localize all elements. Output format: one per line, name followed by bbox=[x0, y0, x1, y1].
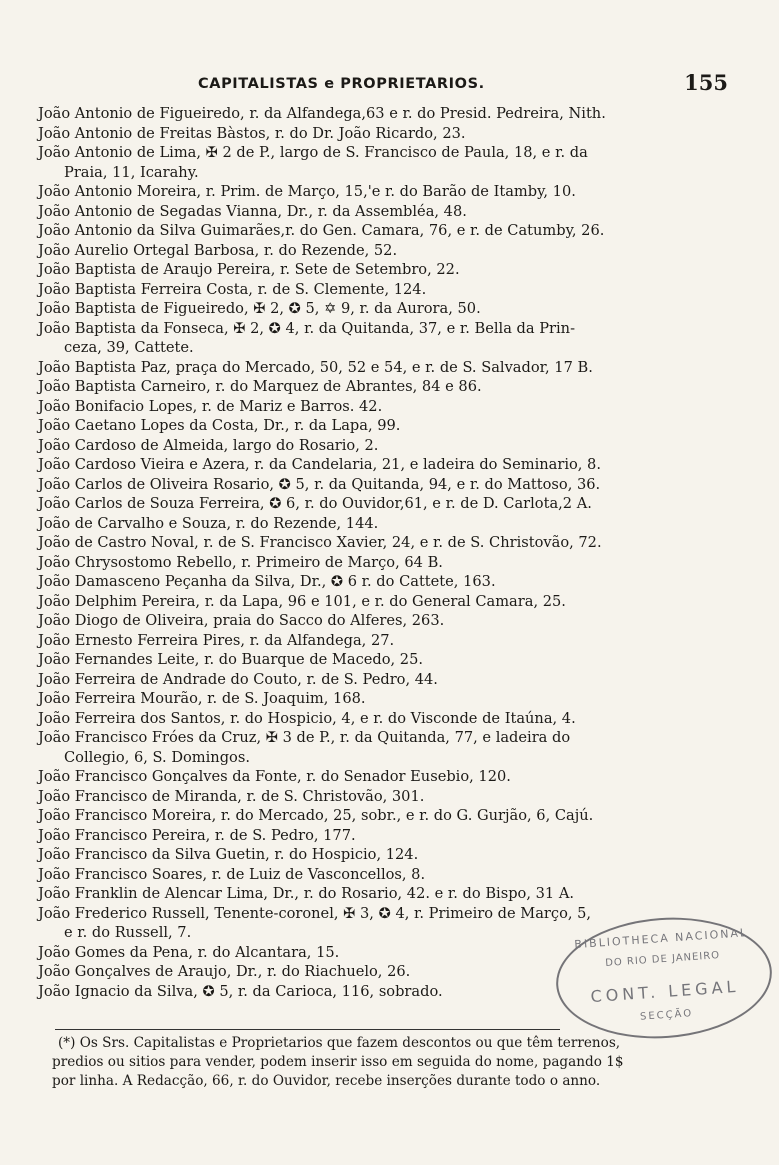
entry-line: João Baptista Carneiro, r. do Marquez de Abrantes, 84 e 86. bbox=[38, 378, 482, 395]
footnote-line: por linha. A Redacção, 66, r. do Ouvidor, recebe inserções durante todo o anno. bbox=[52, 1073, 601, 1089]
page-header bbox=[40, 70, 740, 100]
page-number: 155 bbox=[684, 70, 728, 95]
stamp-line: CONT. LEGAL bbox=[589, 976, 740, 1007]
entry-line: João Cardoso de Almeida, largo do Rosario, 2. bbox=[38, 436, 379, 454]
entry-line: João Damasceno Peçanha da Silva, Dr., ✪ 6 r. do Cattete, 163. bbox=[38, 573, 496, 590]
entry-line: João Cardoso Vieira e Azera, r. da Candelaria, 21, e ladeira do Seminario, 8. bbox=[38, 456, 601, 473]
directory-entry bbox=[38, 709, 690, 729]
entry-line: João Franklin de Alencar Lima, Dr., r. do Rosario, 42. e r. do Bispo, 31 A. bbox=[38, 885, 574, 902]
directory-entry bbox=[38, 358, 690, 378]
directory-entry bbox=[38, 397, 690, 417]
stamp-line: BIBLIOTHECA NACIONAL bbox=[573, 926, 749, 952]
directory-entry bbox=[38, 826, 690, 846]
footnote-line: predios ou sitios para vender, podem inserir isso em seguida do nome, pagando 1$ bbox=[52, 1054, 624, 1070]
directory-entry bbox=[38, 865, 690, 885]
directory-entry bbox=[38, 670, 690, 690]
entry-line: e r. do Russell, 7. bbox=[64, 924, 192, 941]
footnote-rule bbox=[55, 1029, 560, 1030]
entry-line: João Francisco Moreira, r. do Mercado, 25, sobr., e r. do G. Gurjão, 6, Cajú. bbox=[38, 807, 594, 824]
entry-line: João Gomes da Pena, r. do Alcantara, 15. bbox=[38, 943, 340, 961]
entry-line: João Francisco Gonçalves da Fonte, r. do Senador Eusebio, 120. bbox=[38, 768, 511, 785]
entry-line: João Francisco Fróes da Cruz, ✠ 3 de P., r. da Quitanda, 77, e ladeira do bbox=[38, 729, 571, 746]
entry-line: João Bonifacio Lopes, r. de Mariz e Barros. 42. bbox=[38, 397, 383, 415]
entry-line: João Baptista de Araujo Pereira, r. Sete de Setembro, 22. bbox=[38, 261, 460, 278]
directory-entries bbox=[38, 104, 690, 1001]
entry-line: João de Castro Noval, r. de S. Francisco Xavier, 24, e r. de S. Christovão, 72. bbox=[38, 534, 602, 551]
directory-entry bbox=[38, 260, 690, 280]
entry-line: João Delphim Pereira, r. da Lapa, 96 e 101, e r. do General Camara, 25. bbox=[38, 592, 566, 610]
entry-line: João Antonio de Figueiredo, r. da Alfandega,63 e r. do Presid. Pedreira, Nith. bbox=[38, 105, 606, 122]
running-title: CAPITALISTAS e PROPRIETARIOS. bbox=[198, 76, 485, 92]
directory-entry bbox=[38, 377, 690, 397]
entry-line: João Antonio da Silva Guimarães,r. do Gen. Camara, 76, e r. de Catumby, 26. bbox=[38, 222, 605, 239]
directory-entry bbox=[38, 182, 690, 202]
entry-line: João Chrysostomo Rebello, r. Primeiro de Março, 64 B. bbox=[38, 553, 443, 571]
directory-entry bbox=[38, 124, 690, 144]
entry-line: João Baptista de Figueiredo, ✠ 2, ✪ 5, ✡ 9, r. da Aurora, 50. bbox=[38, 300, 481, 317]
directory-entry bbox=[38, 553, 690, 573]
entry-line: João Frederico Russell, Tenente-coronel, ✠ 3, ✪ 4, r. Primeiro de Março, 5, bbox=[38, 904, 592, 922]
entry-line: João Carlos de Souza Ferreira, ✪ 6, r. do Ouvidor,61, e r. de D. Carlota,2 A. bbox=[38, 495, 592, 512]
directory-entry bbox=[38, 650, 690, 670]
directory-entry bbox=[38, 202, 690, 222]
entry-line: João Antonio de Segadas Vianna, Dr., r. da Assembléa, 48. bbox=[38, 202, 467, 220]
directory-entry bbox=[38, 280, 690, 300]
stamp-line: SECÇÃO bbox=[639, 1008, 694, 1023]
directory-entry bbox=[38, 611, 690, 631]
entry-line: João Ernesto Ferreira Pires, r. da Alfandega, 27. bbox=[38, 631, 395, 649]
entry-line: João Francisco de Miranda, r. de S. Christovão, 301. bbox=[38, 787, 425, 805]
stamp-line: DO RIO DE JANEIRO bbox=[604, 950, 721, 970]
directory-entry bbox=[38, 631, 690, 651]
entry-line: ceza, 39, Cattete. bbox=[64, 339, 194, 356]
directory-entry bbox=[38, 299, 690, 319]
entry-line: Collegio, 6, S. Domingos. bbox=[64, 748, 250, 766]
entry-line: João Fernandes Leite, r. do Buarque de Macedo, 25. bbox=[38, 651, 424, 668]
directory-entry bbox=[38, 689, 690, 709]
entry-line: João Baptista Ferreira Costa, r. de S. Clemente, 124. bbox=[38, 280, 427, 298]
directory-entry bbox=[38, 221, 690, 241]
entry-line: João Antonio Moreira, r. Prim. de Março, 15,'e r. do Barão de Itamby, 10. bbox=[38, 183, 576, 200]
directory-entry bbox=[38, 514, 690, 534]
directory-entry bbox=[38, 728, 690, 767]
footnote bbox=[52, 1034, 702, 1091]
directory-entry bbox=[38, 104, 690, 124]
entry-line: João Aurelio Ortegal Barbosa, r. do Rezende, 52. bbox=[38, 241, 398, 259]
directory-entry bbox=[38, 436, 690, 456]
entry-line: João Ferreira Mourão, r. de S. Joaquim, 168. bbox=[38, 690, 366, 707]
entry-line: Praia, 11, Icarahy. bbox=[64, 163, 199, 181]
directory-entry bbox=[38, 806, 690, 826]
entry-line: João Ignacio da Silva, ✪ 5, r. da Carioca, 116, sobrado. bbox=[38, 982, 443, 1000]
directory-entry bbox=[38, 416, 690, 436]
directory-entry bbox=[38, 475, 690, 495]
directory-entry bbox=[38, 592, 690, 612]
entry-line: João Gonçalves de Araujo, Dr., r. do Riachuelo, 26. bbox=[38, 963, 411, 980]
directory-entry bbox=[38, 319, 690, 358]
entry-line: João Antonio de Lima, ✠ 2 de P., largo de S. Francisco de Paula, 18, e r. da bbox=[38, 144, 588, 161]
directory-entry bbox=[38, 143, 690, 182]
entry-line: João Caetano Lopes da Costa, Dr., r. da Lapa, 99. bbox=[38, 417, 401, 434]
entry-line: João Baptista Paz, praça do Mercado, 50, 52 e 54, e r. de S. Salvador, 17 B. bbox=[38, 358, 593, 376]
entry-line: João de Carvalho e Souza, r. do Rezende, 144. bbox=[38, 514, 379, 532]
entry-line: João Antonio de Freitas Bàstos, r. do Dr. João Ricardo, 23. bbox=[38, 124, 466, 142]
entry-line: João Ferreira de Andrade do Couto, r. de S. Pedro, 44. bbox=[38, 670, 438, 688]
directory-entry bbox=[38, 787, 690, 807]
directory-entry bbox=[38, 884, 690, 904]
directory-entry bbox=[38, 494, 690, 514]
entry-line: João Francisco Soares, r. de Luiz de Vasconcellos, 8. bbox=[38, 865, 426, 883]
directory-entry bbox=[38, 767, 690, 787]
directory-entry bbox=[38, 241, 690, 261]
directory-entry bbox=[38, 533, 690, 553]
directory-entry bbox=[38, 572, 690, 592]
entry-line: João Carlos de Oliveira Rosario, ✪ 5, r. da Quitanda, 94, e r. do Mattoso, 36. bbox=[38, 475, 601, 493]
entry-line: João Francisco da Silva Guetin, r. do Hospicio, 124. bbox=[38, 846, 419, 863]
entry-line: João Diogo de Oliveira, praia do Sacco do Alferes, 263. bbox=[38, 612, 445, 629]
entry-line: João Francisco Pereira, r. de S. Pedro, 177. bbox=[38, 826, 356, 844]
entry-line: João Ferreira dos Santos, r. do Hospicio, 4, e r. do Visconde de Itaúna, 4. bbox=[38, 709, 576, 727]
directory-entry bbox=[38, 845, 690, 865]
footnote-line: (*) Os Srs. Capitalistas e Proprietarios que fazem descontos ou que têm terrenos, bbox=[58, 1035, 621, 1051]
entry-line: João Baptista da Fonseca, ✠ 2, ✪ 4, r. da Quitanda, 37, e r. Bella da Prin- bbox=[38, 319, 576, 337]
directory-entry bbox=[38, 455, 690, 475]
